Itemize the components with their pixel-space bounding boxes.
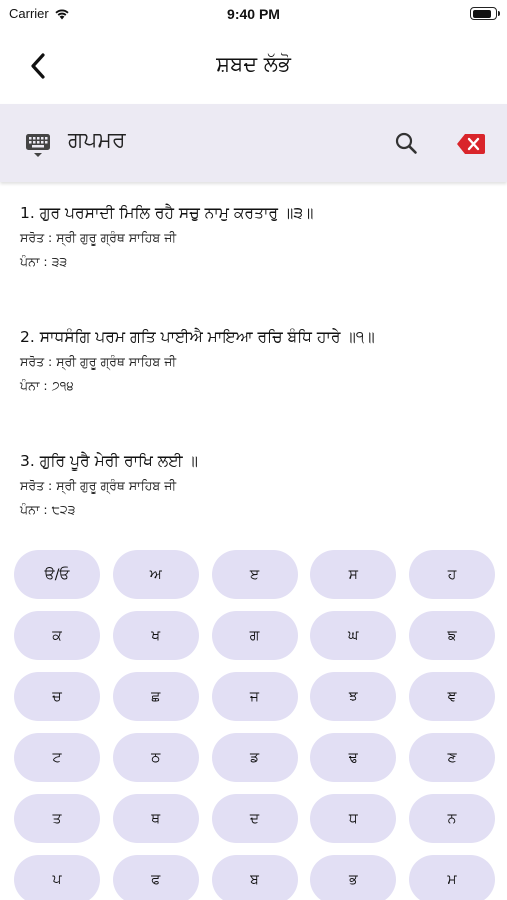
key-button[interactable]: ਦ xyxy=(212,794,298,843)
page-title: ਸ਼ਬਦ ਲੱਭੋ xyxy=(216,52,291,76)
key-button[interactable]: ਥ xyxy=(113,794,199,843)
backspace-clear-icon xyxy=(456,133,486,155)
key-button[interactable]: ਨ xyxy=(409,794,495,843)
status-time: 9:40 PM xyxy=(227,6,280,22)
result-source: ਸਰੋਤ : ਸ੍ਰੀ ਗੁਰੂ ਗ੍ਰੰਥ ਸਾਹਿਬ ਜੀ xyxy=(20,478,177,493)
keyboard-icon xyxy=(24,131,52,159)
key-button[interactable]: ਣ xyxy=(409,733,495,782)
key-button[interactable]: ਅ xyxy=(113,550,199,599)
key-button[interactable]: ਚ xyxy=(14,672,100,721)
key-button[interactable]: ਞ xyxy=(409,672,495,721)
status-bar xyxy=(0,0,507,30)
key-button[interactable]: ਠ xyxy=(113,733,199,782)
result-page: ਪੰਨਾ : ੮੨੩ xyxy=(20,502,76,517)
key-button[interactable]: ਕ xyxy=(14,611,100,660)
battery-icon xyxy=(470,7,497,20)
key-button[interactable]: ਭ xyxy=(310,855,396,900)
key-button[interactable]: ਧ xyxy=(310,794,396,843)
result-line: 3. ਗੁਰਿ ਪੂਰੈ ਮੇਰੀ ਰਾਖਿ ਲਈ ॥ xyxy=(20,452,198,470)
result-source: ਸਰੋਤ : ਸ੍ਰੀ ਗੁਰੂ ਗ੍ਰੰਥ ਸਾਹਿਬ ਜੀ xyxy=(20,230,177,245)
search-icon xyxy=(394,131,418,155)
key-button[interactable]: ਫ xyxy=(113,855,199,900)
key-button[interactable]: ਝ xyxy=(310,672,396,721)
key-button[interactable]: ਤ xyxy=(14,794,100,843)
results-list xyxy=(20,200,490,572)
key-button[interactable]: ਹ xyxy=(409,550,495,599)
clear-button[interactable] xyxy=(456,133,486,155)
result-item[interactable] xyxy=(20,200,490,324)
key-button[interactable]: ੳ/ਓ xyxy=(14,550,100,599)
result-page: ਪੰਨਾ : ੩੩ xyxy=(20,254,68,269)
key-button[interactable]: ਛ xyxy=(113,672,199,721)
key-button[interactable]: ੲ xyxy=(212,550,298,599)
search-input[interactable]: ਗਪਮਰ xyxy=(68,128,126,153)
key-button[interactable]: ਖ xyxy=(113,611,199,660)
search-bar xyxy=(0,104,507,182)
key-button[interactable]: ਸ xyxy=(310,550,396,599)
keyboard-toggle-button[interactable] xyxy=(24,131,52,159)
key-button[interactable]: ਬ xyxy=(212,855,298,900)
result-page: ਪੰਨਾ : ੭੧੪ xyxy=(20,378,74,393)
result-line: 1. ਗੁਰ ਪਰਸਾਦੀ ਮਿਲਿ ਰਹੈ ਸਚੁ ਨਾਮੁ ਕਰਤਾਰੁ ॥੩॥ xyxy=(20,204,314,222)
result-source: ਸਰੋਤ : ਸ੍ਰੀ ਗੁਰੂ ਗ੍ਰੰਥ ਸਾਹਿਬ ਜੀ xyxy=(20,354,177,369)
key-button[interactable]: ਟ xyxy=(14,733,100,782)
carrier-label: Carrier xyxy=(9,6,49,21)
key-button[interactable]: ਪ xyxy=(14,855,100,900)
key-button[interactable]: ਘ xyxy=(310,611,396,660)
key-button[interactable]: ਡ xyxy=(212,733,298,782)
search-button[interactable] xyxy=(394,131,418,155)
result-line: 2. ਸਾਧਸੰਗਿ ਪਰਮ ਗਤਿ ਪਾਈਐ ਮਾਇਆ ਰਚਿ ਬੰਧਿ ਹਾਰੇ ॥੧॥ xyxy=(20,328,375,346)
navigation-bar xyxy=(0,30,507,104)
gurmukhi-keyboard xyxy=(14,550,495,900)
result-item[interactable] xyxy=(20,324,490,448)
key-button[interactable]: ਮ xyxy=(409,855,495,900)
key-button[interactable]: ਗ xyxy=(212,611,298,660)
key-button[interactable]: ਙ xyxy=(409,611,495,660)
key-button[interactable]: ਜ xyxy=(212,672,298,721)
key-button[interactable]: ਢ xyxy=(310,733,396,782)
